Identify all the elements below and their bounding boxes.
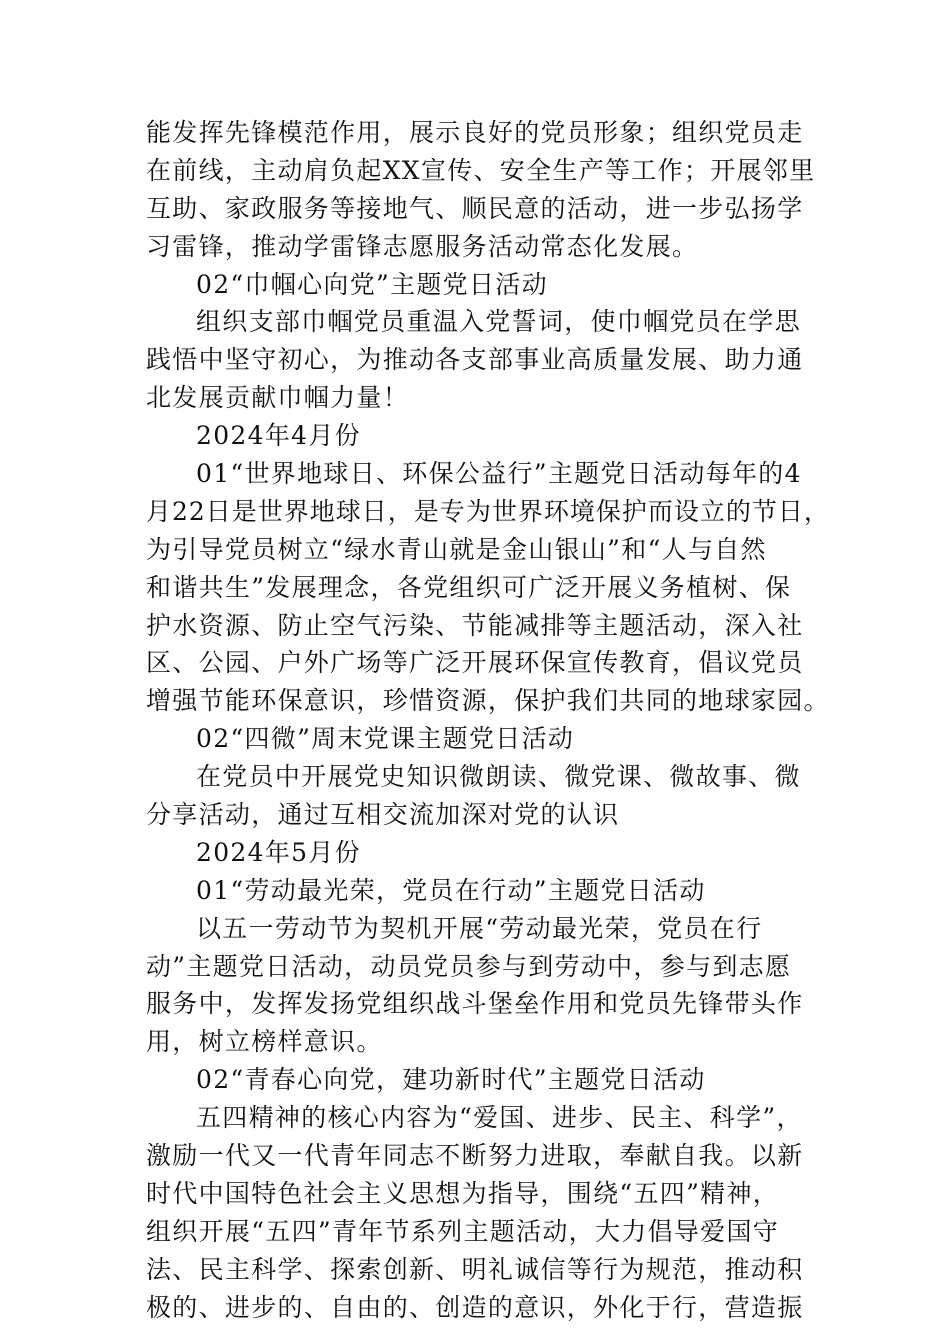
paragraph-line: 习雷锋，推动学雷锋志愿服务活动常态化发展。 (146, 231, 699, 261)
paragraph-line: 激励一代又一代青年同志不断努力进取，奉献自我。以新 (146, 1141, 804, 1171)
paragraph-line: 五四精神的核心内容为“爱国、进步、民主、科学”， (196, 1103, 803, 1133)
paragraph-line: 法、民主科学、探索创新、明礼诚信等行为规范，推动积 (146, 1254, 804, 1284)
paragraph-line: 增强节能环保意识，珍惜资源，保护我们共同的地球家园。 (146, 686, 830, 716)
paragraph-line: 护水资源、防止空气污染、节能减排等主题活动，深入社 (146, 610, 804, 640)
document-body (146, 114, 830, 1327)
paragraph-line: 组织支部巾帼党员重温入党誓词，使巾帼党员在学思 (196, 307, 801, 337)
paragraph-line: 以五一劳动节为契机开展“劳动最光荣，党员在行 (196, 913, 763, 943)
section-heading-line: 02“巾帼心向党”主题党日活动 (196, 269, 548, 299)
section-heading-line: 2024年4月份 (196, 421, 361, 451)
paragraph-line: 组织开展“五四”青年节系列主题活动，大力倡导爱国守 (146, 1216, 780, 1246)
paragraph-line: 在前线，主动肩负起XX宣传、安全生产等工作；开展邻里 (146, 155, 816, 185)
paragraph-line: 极的、进步的、自由的、创造的意识，外化于行，营造振 (146, 1292, 804, 1322)
paragraph-line: 北发展贡献巾帼力量！ (146, 383, 410, 413)
paragraph-line: 能发挥先锋模范作用，展示良好的党员形象；组织党员走 (146, 118, 804, 147)
section-heading-line: 2024年5月份 (196, 837, 361, 867)
section-heading-line: 01“劳动最光荣，党员在行动”主题党日活动 (196, 875, 706, 905)
paragraph-line: 服务中，发挥发扬党组织战斗堡垒作用和党员先锋带头作 (146, 989, 804, 1019)
section-heading-line: 02“四微”周末党课主题党日活动 (196, 724, 575, 754)
paragraph-line: 在党员中开展党史知识微朗读、微党课、微故事、微 (196, 762, 801, 792)
paragraph-line: 区、公园、户外广场等广泛开展环保宣传教育，倡议党员 (146, 648, 804, 678)
paragraph-line: 01“世界地球日、环保公益行”主题党日活动每年的4 (196, 459, 802, 489)
section-heading-line: 02“青春心向党，建功新时代”主题党日活动 (196, 1065, 706, 1095)
paragraph-line: 为引导党员树立“绿水青山就是金山银山”和“人与自然 (146, 534, 767, 564)
paragraph-line: 分享活动，通过互相交流加深对党的认识 (146, 800, 620, 830)
paragraph-line: 和谐共生”发展理念，各党组织可广泛开展义务植树、保 (146, 572, 792, 602)
paragraph-line: 用，树立榜样意识。 (146, 1027, 383, 1057)
paragraph-line: 践悟中坚守初心，为推动各支部事业高质量发展、助力通 (146, 345, 804, 375)
paragraph-line: 月22日是世界地球日，是专为世界环境保护而设立的节日， (146, 496, 830, 526)
paragraph-line: 时代中国特色社会主义思想为指导，围绕“五四”精神， (146, 1178, 780, 1208)
paragraph-line: 互助、家政服务等接地气、顺民意的活动，进一步弘扬学 (146, 193, 804, 223)
paragraph-line: 动”主题党日活动，动员党员参与到劳动中，参与到志愿 (146, 951, 792, 981)
